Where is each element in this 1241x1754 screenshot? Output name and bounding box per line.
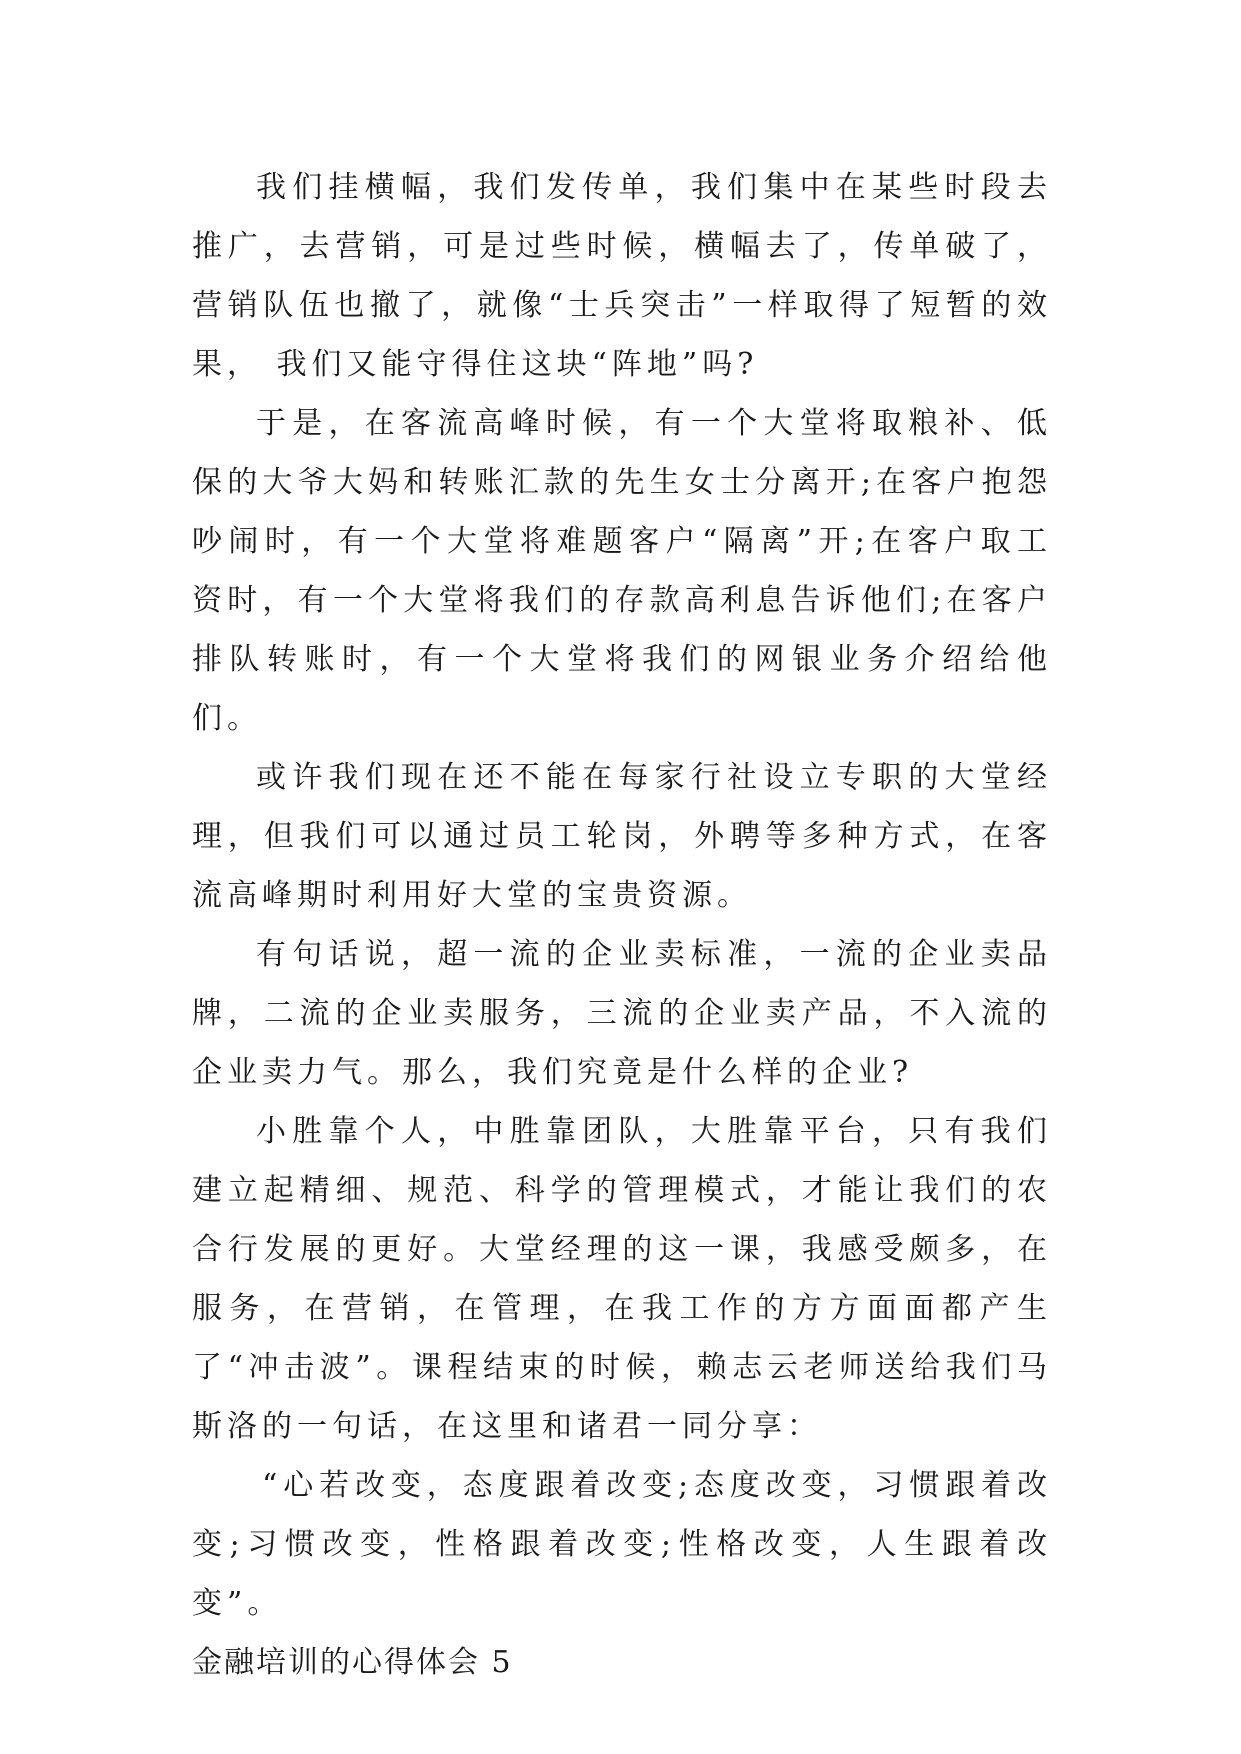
section-title: 金融培训的心得体会 5 xyxy=(192,1645,513,1680)
paragraph-5: 小胜靠个人，中胜靠团队，大胜靠平台，只有我们建立起精细、规范、科学的管理模式，才能让我们的农合行发展的更好。大堂经理的这一课，我感受颇多，在服务，在营销，在管理，在我工作的方方面面都产生了“冲击波”。课程结束的时候，赖志云老师送给我们马斯洛的一句话，在这里和诸君一同分享： xyxy=(192,1114,1052,1444)
quote-paragraph: “心若改变，态度跟着改变;态度改变，习惯跟着改变;习惯改变，性格跟着改变;性格改变，人生跟着改变”。 xyxy=(192,1468,1052,1621)
paragraph-1: 我们挂横幅，我们发传单，我们集中在某些时段去推广，去营销，可是过些时候，横幅去了，传单破了，营销队伍也撤了，就像“士兵突击”一样取得了短暂的效果， 我们又能守得住这块“阵地”吗? xyxy=(192,170,1052,382)
paragraph-4: 有句话说，超一流的企业卖标准，一流的企业卖品牌，二流的企业卖服务，三流的企业卖产品，不入流的企业卖力气。那么，我们究竟是什么样的企业? xyxy=(192,937,1052,1090)
paragraph-2: 于是，在客流高峰时候，有一个大堂将取粮补、低保的大爷大妈和转账汇款的先生女士分离开;在客户抱怨吵闹时，有一个大堂将难题客户“隔离”开;在客户取工资时，有一个大堂将我们的存款高利息告诉他们;在客户排队转账时，有一个大堂将我们的网银业务介绍给他们。 xyxy=(192,406,1052,736)
document-body xyxy=(192,158,1052,1692)
paragraph-3: 或许我们现在还不能在每家行社设立专职的大堂经理，但我们可以通过员工轮岗，外聘等多种方式，在客流高峰期时利用好大堂的宝贵资源。 xyxy=(192,760,1052,913)
